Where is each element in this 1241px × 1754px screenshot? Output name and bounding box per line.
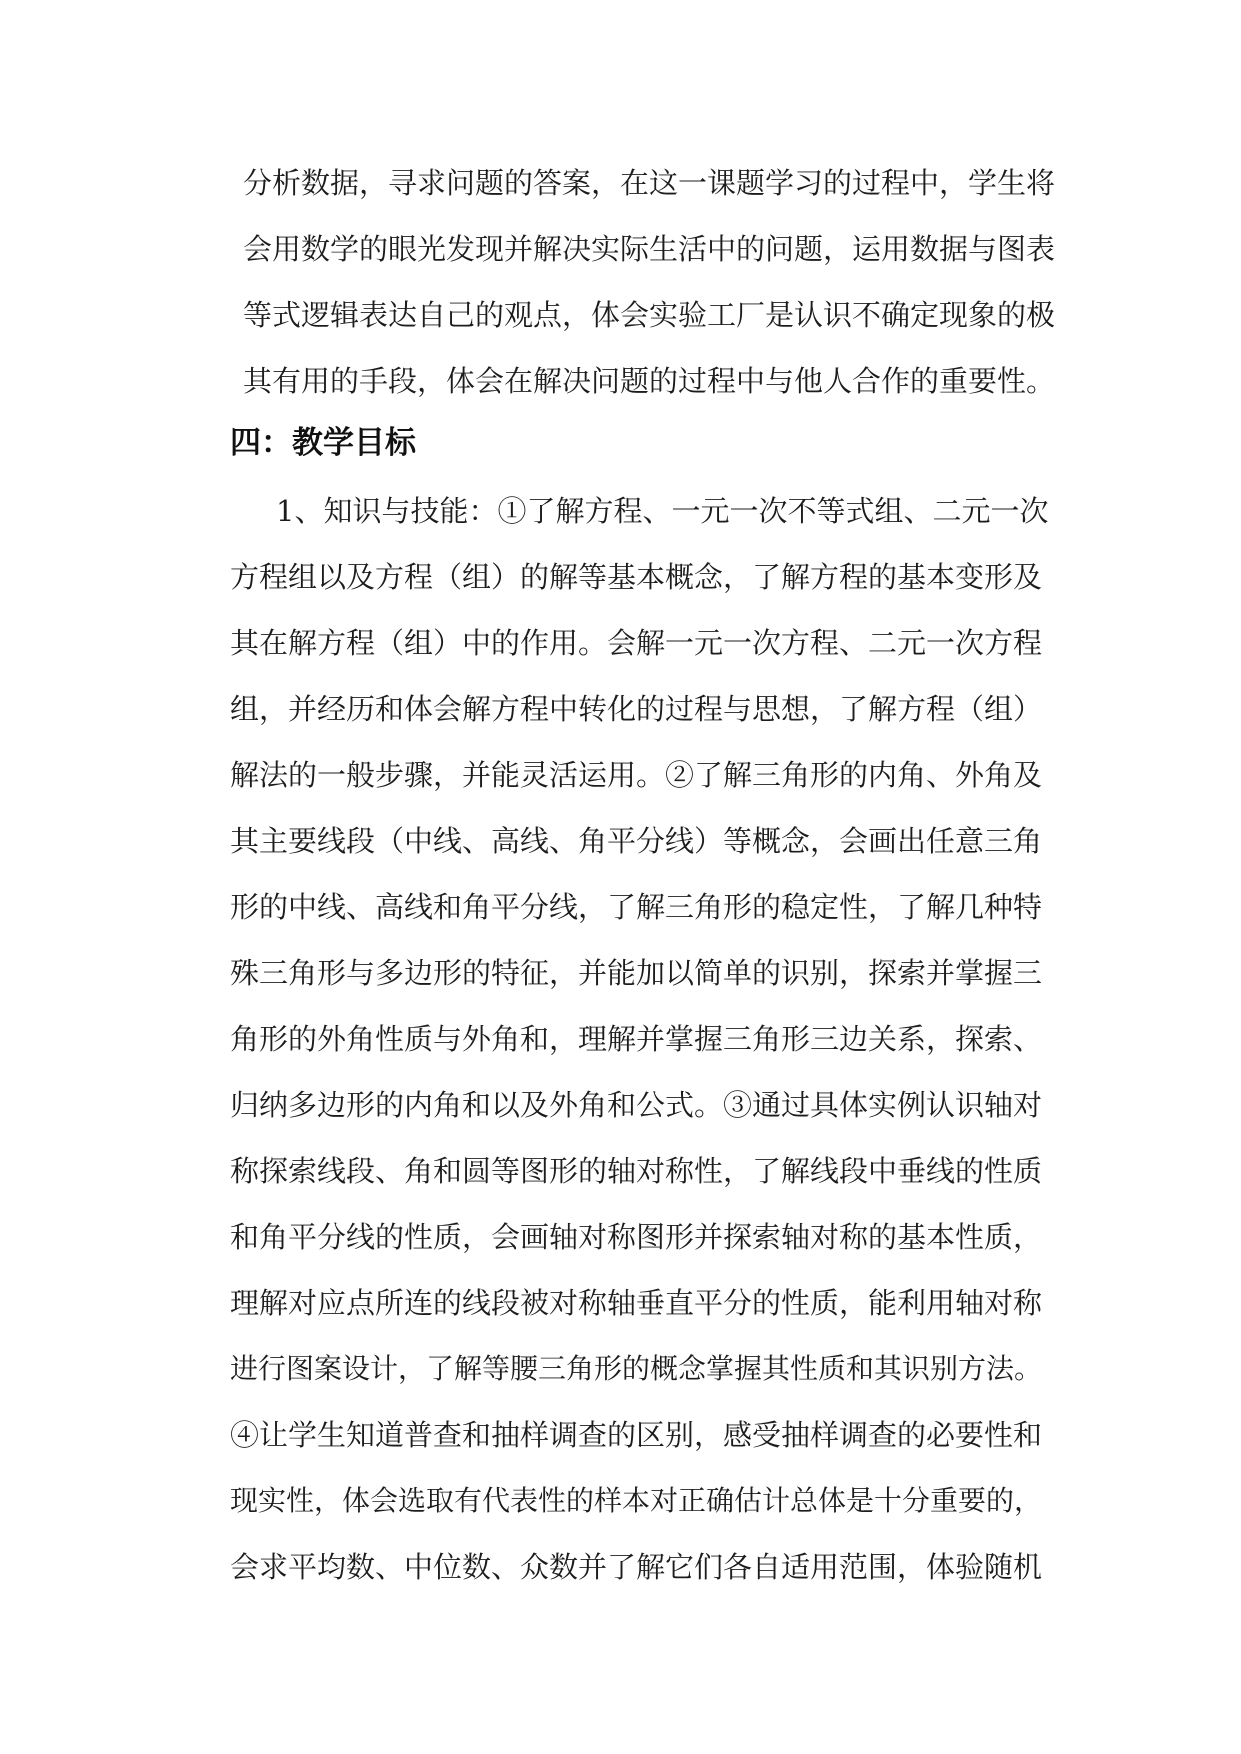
body-line-3: 其在解方程（组）中的作用。会解一元一次方程、二元一次方程 — [230, 626, 1043, 660]
intro-line-3: 等式逻辑表达自己的观点，体会实验工厂是认识不确定现象的极 — [243, 298, 1056, 332]
body-line-9: 角形的外角性质与外角和，理解并掌握三角形三边关系，探索、 — [230, 1022, 1043, 1056]
section-heading: 四：教学目标 — [230, 425, 416, 461]
body-line-10: 归纳多边形的内角和以及外角和公式。③通过具体实例认识轴对 — [230, 1088, 1043, 1122]
intro-line-2: 会用数学的眼光发现并解决实际生活中的问题，运用数据与图表 — [243, 232, 1056, 266]
body-line-5: 解法的一般步骤，并能灵活运用。②了解三角形的内角、外角及 — [230, 758, 1043, 792]
body-line-4: 组，并经历和体会解方程中转化的过程与思想，了解方程（组） — [230, 692, 1043, 726]
body-line-13: 理解对应点所连的线段被对称轴垂直平分的性质，能利用轴对称 — [230, 1286, 1043, 1320]
body-line-8: 殊三角形与多边形的特征，并能加以简单的识别，探索并掌握三 — [230, 956, 1043, 990]
intro-line-4: 其有用的手段，体会在解决问题的过程中与他人合作的重要性。 — [243, 364, 1056, 398]
body-line-11: 称探索线段、角和圆等图形的轴对称性，了解线段中垂线的性质 — [230, 1154, 1043, 1188]
body-line-7: 形的中线、高线和角平分线，了解三角形的稳定性，了解几种特 — [230, 890, 1043, 924]
body-line-14: 进行图案设计，了解等腰三角形的概念掌握其性质和其识别方法。 — [230, 1352, 1043, 1385]
body-line-15: ④让学生知道普查和抽样调查的区别，感受抽样调查的必要性和 — [230, 1418, 1043, 1452]
intro-line-1: 分析数据，寻求问题的答案，在这一课题学习的过程中，学生将 — [243, 166, 1056, 200]
body-line-2: 方程组以及方程（组）的解等基本概念，了解方程的基本变形及 — [230, 560, 1043, 594]
body-line-16: 现实性，体会选取有代表性的样本对正确估计总体是十分重要的， — [230, 1484, 1043, 1517]
body-line-1: 1、知识与技能：①了解方程、一元一次不等式组、二元一次 — [276, 494, 1049, 528]
body-line-17: 会求平均数、中位数、众数并了解它们各自适用范围，体验随机 — [230, 1550, 1043, 1584]
body-line-6: 其主要线段（中线、高线、角平分线）等概念，会画出任意三角 — [230, 824, 1043, 858]
body-line-12: 和角平分线的性质，会画轴对称图形并探索轴对称的基本性质， — [230, 1220, 1043, 1254]
